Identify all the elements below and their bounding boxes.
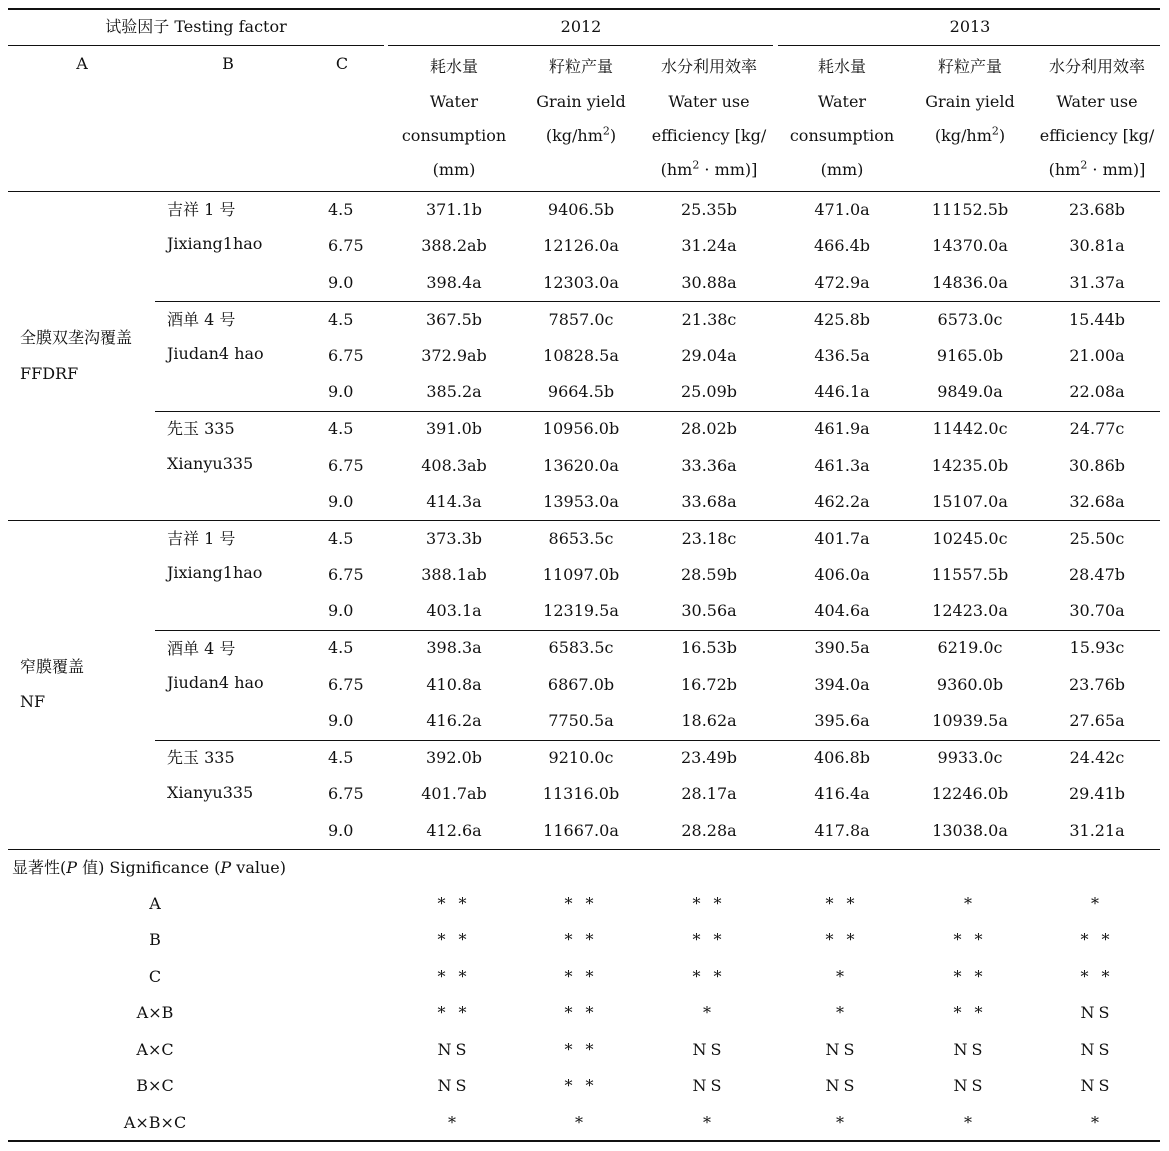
wue-2012-en2: efficiency [kg/ [651,126,767,145]
cultivar-rule [155,630,1160,631]
table-cell: 12126.0a [543,236,619,255]
significance-cell: * * [564,1040,598,1059]
significance-cell: * [575,1113,587,1132]
table-cell: 11667.0a [543,821,619,840]
table-cell: 404.6a [814,601,870,620]
significance-cell: * * [692,967,726,986]
table-cell: 398.4a [426,273,482,292]
table-cell: 7750.5a [548,711,614,730]
table-cell: 461.9a [814,419,870,438]
table-cell: 416.4a [814,784,870,803]
table-cell: 12423.0a [932,601,1008,620]
table-cell: 14836.0a [932,273,1008,292]
wc-2013-en2: consumption [789,126,895,145]
cultivar-name-en: Jiudan4 hao [167,344,264,363]
table-cell: 25.50c [1069,529,1125,548]
density-c-value: 9.0 [328,711,354,730]
table-cell: 12303.0a [543,273,619,292]
significance-cell: NS [825,1040,859,1059]
table-cell: 14235.0b [931,456,1009,475]
significance-cell: * * [825,894,859,913]
table-cell: 23.49b [680,748,738,767]
table-cell: 9360.0b [936,675,1004,694]
significance-cell: NS [1080,1003,1114,1022]
table-cell: 391.0b [425,419,483,438]
table-cell: 9849.0a [937,382,1003,401]
col-b-header: B [222,54,234,73]
table-cell: 371.1b [425,200,483,219]
significance-cell: * * [953,967,987,986]
treatment-a-en: FFDRF [20,364,79,383]
table-cell: 33.68a [681,492,737,511]
table-cell: 24.77c [1069,419,1125,438]
cultivar-name-en: Jixiang1hao [167,563,263,582]
table-cell: 398.3a [426,638,482,657]
significance-cell: * [964,1113,976,1132]
table-cell: 30.86b [1068,456,1126,475]
cultivar-name-en: Xianyu335 [167,454,254,473]
year-2013-header: 2013 [949,17,991,36]
wc-2012-en1: Water [429,92,479,111]
table-cell: 6573.0c [937,310,1003,329]
wue-2012-en1: Water use [668,92,750,111]
wue-2012-unit: $(hm^2 \cdot mm)$] [660,158,758,179]
significance-cell: * * [692,930,726,949]
significance-cell: * [836,967,848,986]
table-cell: 416.2a [426,711,482,730]
gy-2012-en: Grain yield [536,92,626,111]
table-cell: 15.44b [1068,310,1126,329]
significance-cell: * * [437,1003,471,1022]
density-c-value: 4.5 [328,748,354,767]
cultivar-rule [155,740,1160,741]
table-cell: 471.0a [814,200,870,219]
table-cell: 11152.5b [931,200,1009,219]
table-cell: 406.0a [814,565,870,584]
gy-2013-unit: $(kg/hm^2)$ [934,124,1006,145]
significance-cell: * * [564,894,598,913]
significance-cell: NS [437,1040,471,1059]
wc-2013-unit: (mm) [820,160,864,179]
significance-cell: * * [564,1076,598,1095]
table-cell: 28.47b [1068,565,1126,584]
cultivar-name-en: Jiudan4 hao [167,673,264,692]
table-cell: 392.0b [425,748,483,767]
significance-cell: NS [825,1076,859,1095]
col-a-header: A [76,54,88,73]
cultivar-name-en: Xianyu335 [167,783,254,802]
table-cell: 32.68a [1069,492,1125,511]
table-cell: 14370.0a [932,236,1008,255]
treatment-a-cn: 全膜双垄沟覆盖 [20,328,133,347]
table-cell: 28.28a [681,821,737,840]
significance-cell: NS [692,1040,726,1059]
density-c-value: 9.0 [328,382,354,401]
density-c-value: 9.0 [328,601,354,620]
table-cell: 30.70a [1069,601,1125,620]
table-cell: 472.9a [814,273,870,292]
table-cell: 462.2a [814,492,870,511]
table-cell: 408.3ab [421,456,487,475]
cultivar-name-cn: 酒单 4 号 [167,639,236,658]
table-cell: 367.5b [425,310,483,329]
table-cell: 21.38c [681,310,737,329]
cultivar-name-cn: 酒单 4 号 [167,310,236,329]
table-cell: 390.5a [814,638,870,657]
table-cell: 388.2ab [421,236,487,255]
table-cell: 13620.0a [543,456,619,475]
significance-cell: * * [564,967,598,986]
testing-factor-header: 试验因子 Testing factor [105,17,287,36]
table-cell: 28.02b [680,419,738,438]
table-cell: 6867.0b [547,675,615,694]
significance-cell: * * [953,1003,987,1022]
significance-cell: NS [437,1076,471,1095]
density-c-value: 9.0 [328,492,354,511]
significance-factor-label: A×B [136,1003,174,1022]
significance-cell: * * [692,894,726,913]
treatment-a-en: NF [20,692,46,711]
table-cell: 8653.5c [548,529,614,548]
cultivar-name-cn: 先玉 335 [167,419,235,438]
significance-cell: * [703,1113,715,1132]
table-cell: 6583.5c [548,638,614,657]
table-cell: 10939.5a [932,711,1008,730]
table-cell: 461.3a [814,456,870,475]
cultivar-rule [155,301,1160,302]
density-c-value: 4.5 [328,310,354,329]
gy-2013-cn: 籽粒产量 [937,57,1003,76]
density-c-value: 6.75 [328,236,364,255]
table-cell: 25.09b [680,382,738,401]
table-cell: 414.3a [426,492,482,511]
table-cell: 23.76b [1068,675,1126,694]
col-c-header: C [335,54,349,73]
header-bottom-rule [8,191,1160,192]
density-c-value: 4.5 [328,529,354,548]
table-cell: 394.0a [814,675,870,694]
table-cell: 25.35b [680,200,738,219]
significance-factor-label: B [149,930,161,949]
density-c-value: 9.0 [328,821,354,840]
wue-2013-cn: 水分利用效率 [1048,57,1146,76]
significance-cell: * [1091,1113,1103,1132]
table-cell: 15107.0a [932,492,1008,511]
significance-cell: * [448,1113,460,1132]
table-cell: 9210.0c [548,748,614,767]
cultivar-name-cn: 先玉 335 [167,748,235,767]
significance-factor-label: A×B×C [123,1113,187,1132]
table-cell: 9933.0c [937,748,1003,767]
table-cell: 16.53b [680,638,738,657]
wue-2013-en1: Water use [1056,92,1138,111]
top-rule [8,8,1160,10]
density-c-value: 6.75 [328,675,364,694]
wc-2012-en2: consumption [401,126,507,145]
significance-cell: * * [564,1003,598,1022]
table-cell: 10828.5a [543,346,619,365]
body-bottom-rule [8,849,1160,850]
density-c-value: 9.0 [328,273,354,292]
density-c-value: 6.75 [328,346,364,365]
table-cell: 28.17a [681,784,737,803]
significance-factor-label: A×C [136,1040,174,1059]
density-c-value: 4.5 [328,638,354,657]
table-cell: 16.72b [680,675,738,694]
wc-2012-cn: 耗水量 [429,57,479,76]
table-cell: 11097.0b [542,565,620,584]
table-cell: 406.8b [813,748,871,767]
group-rule [8,520,1160,521]
density-c-value: 6.75 [328,565,364,584]
table-cell: 23.68b [1068,200,1126,219]
treatment-a-cn: 窄膜覆盖 [20,657,85,676]
wue-2013-unit: $(hm^2 \cdot mm)$] [1048,158,1146,179]
header-rule-2012 [388,45,773,46]
table-cell: 30.81a [1069,236,1125,255]
wc-2013-cn: 耗水量 [817,57,867,76]
wue-2013-en2: efficiency [kg/ [1039,126,1155,145]
table-cell: 31.21a [1069,821,1125,840]
wc-2013-en1: Water [817,92,867,111]
significance-cell: NS [1080,1076,1114,1095]
table-cell: 446.1a [814,382,870,401]
year-2012-header: 2012 [560,17,602,36]
table-cell: 410.8a [426,675,482,694]
table-cell: 11442.0c [932,419,1008,438]
density-c-value: 4.5 [328,419,354,438]
significance-cell: * [964,894,976,913]
table-cell: 373.3b [425,529,483,548]
table-cell: 13038.0a [932,821,1008,840]
table-cell: 31.24a [681,236,737,255]
table-cell: 385.2a [426,382,482,401]
table-cell: 10956.0b [542,419,620,438]
significance-cell: * * [953,930,987,949]
table-cell: 7857.0c [548,310,614,329]
table-cell: 11557.5b [931,565,1009,584]
table-cell: 31.37a [1069,273,1125,292]
table-cell: 29.41b [1068,784,1126,803]
significance-cell: * * [1080,967,1114,986]
table-cell: 30.88a [681,273,737,292]
header-rule-factor [8,45,384,46]
significance-cell: * * [437,930,471,949]
wue-2012-cn: 水分利用效率 [660,57,758,76]
table-cell: 11316.0b [542,784,620,803]
table-cell: 417.8a [814,821,870,840]
table-cell: 28.59b [680,565,738,584]
table-cell: 395.6a [814,711,870,730]
table-cell: 21.00a [1069,346,1125,365]
table-cell: 33.36a [681,456,737,475]
table-cell: 412.6a [426,821,482,840]
table-cell: 22.08a [1069,382,1125,401]
significance-cell: * [836,1113,848,1132]
table-cell: 29.04a [681,346,737,365]
table-cell: 372.9ab [421,346,487,365]
significance-cell: * [1091,894,1103,913]
table-cell: 403.1a [426,601,482,620]
table-cell: 10245.0c [932,529,1008,548]
table-cell: 6219.0c [937,638,1003,657]
table-cell: 466.4b [813,236,871,255]
significance-cell: NS [692,1076,726,1095]
significance-factor-label: C [148,967,162,986]
header-rule-2013 [778,45,1160,46]
table-cell: 388.1ab [421,565,487,584]
table-cell: 12319.5a [543,601,619,620]
table-cell: 9165.0b [936,346,1004,365]
density-c-value: 6.75 [328,784,364,803]
table-cell: 27.65a [1069,711,1125,730]
table-cell: 13953.0a [543,492,619,511]
significance-cell: * [703,1003,715,1022]
table-cell: 12246.0b [931,784,1009,803]
table-cell: 9406.5b [547,200,615,219]
significance-cell: * * [437,894,471,913]
significance-cell: * * [564,930,598,949]
significance-factor-label: A [149,894,161,913]
table-cell: 401.7a [814,529,870,548]
bottom-rule [8,1140,1160,1142]
gy-2012-cn: 籽粒产量 [548,57,614,76]
density-c-value: 6.75 [328,456,364,475]
table-cell: 18.62a [681,711,737,730]
table-cell: 24.42c [1069,748,1125,767]
cultivar-name-cn: 吉祥 1 号 [167,200,236,219]
table-cell: 9664.5b [547,382,615,401]
cultivar-rule [155,411,1160,412]
significance-cell: NS [953,1076,987,1095]
significance-cell: * * [825,930,859,949]
cultivar-name-cn: 吉祥 1 号 [167,529,236,548]
table-cell: 30.56a [681,601,737,620]
significance-factor-label: B×C [136,1076,174,1095]
significance-cell: NS [953,1040,987,1059]
table-cell: 401.7ab [421,784,487,803]
gy-2012-unit: $(kg/hm^2)$ [545,124,617,145]
wc-2012-unit: (mm) [432,160,476,179]
significance-title: 显著性(P 值) Significance (P value) [12,858,286,877]
gy-2013-en: Grain yield [925,92,1015,111]
table-cell: 425.8b [813,310,871,329]
table-cell: 436.5a [814,346,870,365]
significance-cell: * [836,1003,848,1022]
cultivar-name-en: Jixiang1hao [167,234,263,253]
significance-cell: * * [1080,930,1114,949]
table-cell: 15.93c [1069,638,1125,657]
significance-cell: NS [1080,1040,1114,1059]
table-cell: 23.18c [681,529,737,548]
significance-cell: * * [437,967,471,986]
density-c-value: 4.5 [328,200,354,219]
